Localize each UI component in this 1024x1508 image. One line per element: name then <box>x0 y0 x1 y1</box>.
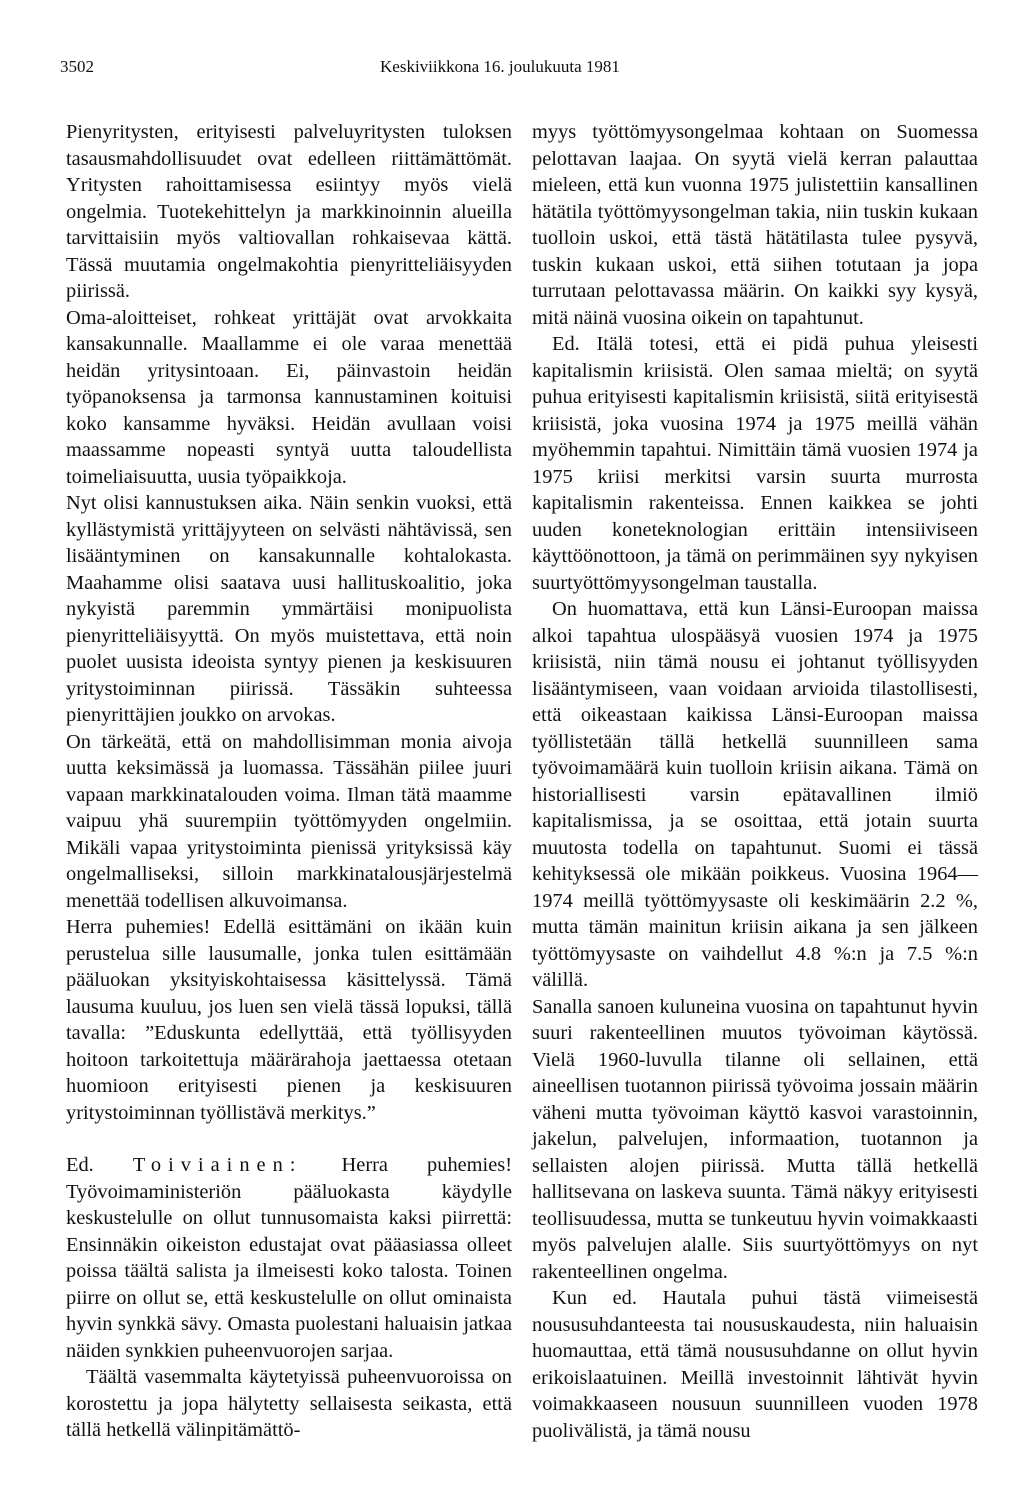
paragraph: myys työttömyysongelmaa kohtaan on Suomessa pelottavan laajaa. On syytä vielä kerran palauttaa mieleen, että kun vuonna 1975 julistettiin kansallinen hätätila työttömyysongelman takia, niin tuskin kukaan tuolloin uskoi, että tästä hätätilasta tulee pysyvä, tuskin kukaan uskoi, että siihen totutaan ja jopa turrutaan pelottavassa määrin. On kaikki syy kysyä, mitä näinä vuosina oikein on tapahtunut. <box>532 121 978 329</box>
paragraph: Pienyritysten, erityisesti palveluyritysten tuloksen tasausmahdollisuudet ovat edelleen riittämättömät. Yritysten rahoittamisessa esiintyy myös vielä ongelmia. Tuotekehittelyn ja markkinoinnin alueilla tarvittaisiin myös valtiovallan rohkaisevaa kättä. Tässä muutamia ongelmakohtia pienyritteliäisyyden piirissä. <box>66 121 512 302</box>
left-column <box>66 119 512 1444</box>
page-number: 3502 <box>60 57 94 76</box>
right-column <box>532 119 978 1444</box>
paragraph: Kun ed. Hautala puhui tästä viimeisestä noususuhdanteesta tai noususkaudesta, niin haluaisin huomauttaa, että tämä noususuhdanne on ollut hyvin erikoislaatuinen. Meillä investoinnit lähtivät hyvin voimakkaaseen nousuun suunnilleen vuoden 1978 puolivälistä, ja tämä nousu <box>532 1287 978 1442</box>
paragraph: Nyt olisi kannustuksen aika. Näin senkin vuoksi, että kyllästymistä yrittäjyyteen on selvästi nähtävissä, sen lisääntyminen on kansakunnalle kohtalokasta. Maahamme olisi saatava uusi hallituskoalitio, joka nykyistä paremmin ymmärtäisi monipuolista pienyritteliäisyyttä. On myös muistettava, että noin puolet uusista ideoista syntyy pienen ja keskisuuren yritystoiminnan piirissä. Tässäkin suhteessa pienyrittäjien joukko on arvokas. <box>66 492 512 726</box>
paragraph: On huomattava, että kun Länsi-Euroopan maissa alkoi tapahtua ulospääsyä vuosien 1974 ja 1975 kriisistä, niin tämä nousu ei johtanut työllisyyden lisääntymiseen, vaan voidaan arvioida tilastollisesti, että oikeastaan kaikissa Länsi-Euroopan maissa työllistetään tällä hetkellä suunnilleen sama työvoimamäärä kuin tuolloin kriisin aikana. Tämä on historiallisesti varsin epätavallinen ilmiö kapitalismissa, ja se osoittaa, että jotain suurta muutosta todella on tapahtunut. Suomi ei tässä kehityksessä ole mikään poikkeus. Vuosina 1964—1974 meillä työttömyysaste oli keskimäärin 2.2 %, mutta tämän mainitun kriisin aikana ja sen jälkeen työttömyysaste on vaihdellut 4.8 %:n ja 7.5 %:n välillä. <box>532 598 978 991</box>
paragraph: Oma-aloitteiset, rohkeat yrittäjät ovat arvokkaita kansakunnalle. Maallamme ei ole varaa menettää heidän yritysintoaan. Ei, päinvastoin heidän työpanoksensa ja tarmonsa kannustaminen koituisi koko kansamme hyväksi. Heidän avullaan voisi maassamme nopeasti syntyä uutta taloudellista toimeliaisuutta, uusia työpaikkoja. <box>66 306 512 488</box>
header-date: Keskiviikkona 16. joulukuuta 1981 <box>380 57 620 76</box>
speaker-name: Toiviainen: <box>132 1154 303 1176</box>
page-header <box>60 57 988 87</box>
speaker-prefix: Ed. <box>66 1154 94 1176</box>
paragraph: Sanalla sanoen kuluneina vuosina on tapahtunut hyvin suuri rakenteellinen muutos työvoiman käytössä. Vielä 1960-luvulla tilanne oli sellainen, että aineellisen tuotannon piirissä työvoima jossain määrin väheni mutta työvoiman käyttö kasvoi varastoinnin, jakelun, palvelujen, informaation, tuotannon ja sellaisten alojen piirissä. Mutta tällä hetkellä hallitsevana on laskeva suunta. Tämä näkyy erityisesti teollisuudessa, mutta se tunkeutuu hyvin voimakkaasti myös palvelujen alalle. Siis suurtyöttömyys on nyt rakenteellinen ongelma. <box>532 995 978 1283</box>
paragraph: Täältä vasemmalta käytetyissä puheenvuoroissa on korostettu ja jopa hälytetty sellaisesta seikasta, että tällä hetkellä välinpitämättö- <box>66 1366 512 1441</box>
paragraph: Ed. Itälä totesi, että ei pidä puhua yleisesti kapitalismin kriisistä. Olen samaa mieltä; on syytä puhua erityisesti kapitalismin kriisistä, siitä erityisestä kriisistä, joka vuosina 1974 ja 1975 meillä vähän myöhemmin tapahtui. Nimittäin tämä vuosien 1974 ja 1975 kriisi merkitsi varsin suurta murrosta kapitalismin rakenteissa. Ennen kaikkea se johti uuden koneteknologian erittäin intensiiviseen käyttöönottoon, ja tämä on perimmäinen syy nykyisen suurtyöttömyysongelman taustalla. <box>532 333 978 594</box>
speech-text: Herra puhemies! Työvoimaministeriön pääluokasta käydylle keskustelulle on ollut tunnusomaista kaksi piirrettä: Ensinnäkin oikeiston edustajat ovat pääasiassa olleet poissa täältä salista ja ilmeisesti koko talosta. Toinen piirre on ollut se, että keskustelulle on ollut ominaista hyvin synkkä sävy. Omasta puolestani haluaisin jatkaa näiden synkkien puheenvuorojen sarjaa. <box>66 1154 512 1362</box>
speech-paragraph <box>66 1152 512 1364</box>
paragraph: Herra puhemies! Edellä esittämäni on ikään kuin perustelua sille lausumalle, jonka tulen esittämään pääluokan yksityiskohtaisessa käsittelyssä. Tämä lausuma kuuluu, jos luen sen vielä tässä lopuksi, tällä tavalla: ”Eduskunta edellyttää, että työllisyyden hoitoon tarkoitettuja määrärahoja jaettaessa otetaan huomioon erityisesti pienen ja keskisuuren yritystoiminnan työllistävä merkitys.” <box>66 916 512 1124</box>
paragraph: On tärkeätä, että on mahdollisimman monia aivoja uutta keksimässä ja luomassa. Tässähän piilee juuri vapaan markkinatalouden voima. Ilman tätä maamme vaipuu yhä suurempiin työttömyyden ongelmiin. Mikäli vapaa yritystoiminta pienissä yrityksissä käy ongelmalliseksi, silloin markkinatalousjärjestelmä menettää todellisen alkuvoimansa. <box>66 730 512 912</box>
